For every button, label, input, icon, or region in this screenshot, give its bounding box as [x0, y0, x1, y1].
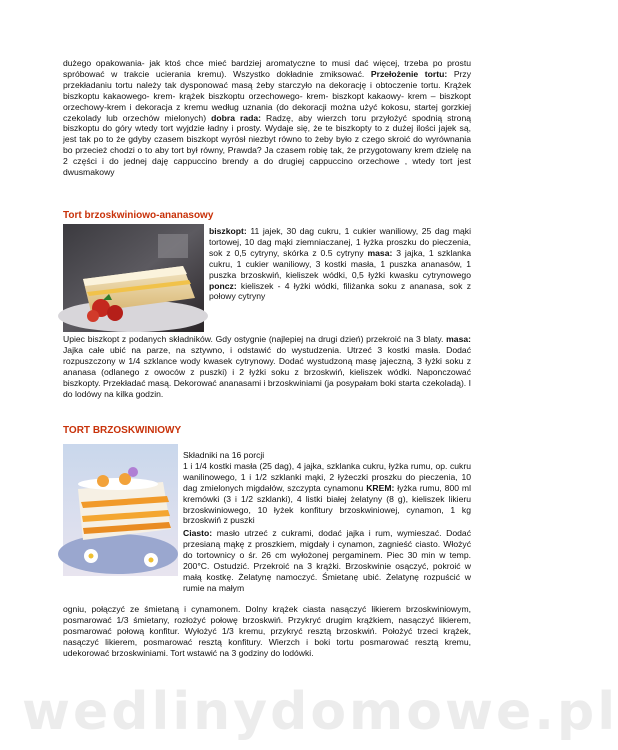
recipe2-method: ogniu, połączyć ze śmietaną i cynamonem. Dolny krążek ciasta nasączyć likierem brzoskwiniowym, posmarować 1/3 śmietany, rozłożyć połowę brzoskwiń. Przykryć drugim krążkiem, nasączyć likierem, posmarować połową konfitur. Wyłożyć 1/3 kremu, przykryć resztą brzoskwiń. Położyć trzeci krążek, nasączyć likierem, posmarować resztą konfitury. Wierzch i boki tortu posmarować resztą kremu, udekorować brzoskwiniami. Tort wstawić na 3 godziny do lodówki.	[63, 604, 471, 658]
recipe2-bold-krem: KREM:	[366, 482, 395, 493]
intro-text-3: Radzę, aby wierzch toru przyłożyć spodnią stroną biszkoptu do góry wtedy tort wyjdzie ładny i prosty. Wydaje się, że te biszkopty to z dużej ilości jajek są, jest tak po to że gdyby czasem biszkopt wyrósł niezbyt równo to żeby było z czego skroić do wyrównania bo przecież chodzi o to aby tort był równy, Prawda? Ja czasem robię tak, że przygotowany krem dzielę na 2 części i do jednej daję cappuccino brendy a do drugiej cappuccino orzechowe , wtedy tort jest dwusmakowy	[63, 112, 471, 178]
intro-paragraph	[63, 58, 471, 178]
recipe2-text-1: 1 i 1/4 kostki masła (25 dag), 4 jajka, szklanka cukru, łyżka rumu, op. cukru wanilinowego, 1 i 1/2 szklanki mąki, 2 łyżeczki proszku do pieczenia, 10 dag zmielonych migdałów, szczypta cynamonu	[183, 460, 471, 493]
recipe2-text-3: masło utrzeć z cukrami, dodać jajka i rum, wymieszać. Dodać przesianą mąkę z proszkiem, migdały i cynamon, zagnieść ciasto. Włożyć do tortownicy o śr. 26 cm wyłożonej pergaminem. Piec 30 min w temp. 200°C. Ostudzić. Przekroić na 3 krążki. Brzoskwinie osączyć, pokroić w małą kostkę. Żelatynę namoczyć. Śmietanę ubić. Żelatynę rozpuścić w rumie na małym	[183, 528, 471, 593]
intro-bold-przelozenie: Przełożenie tortu:	[370, 68, 448, 79]
recipe1-method	[63, 334, 471, 399]
recipe2-title: TORT BRZOSKWINIOWY	[63, 425, 182, 436]
recipe1-method-1: Upiec biszkopt z podanych składników. Gdy ostygnie (najlepiej na drugi dzień) przekroić na 3 blaty.	[63, 334, 447, 344]
recipe2-bold-ciasto: Ciasto:	[183, 528, 213, 538]
recipe2-text-2: łyżka rumu, 800 ml kremówki (3 i 1/2 szklanki), 4 listki białej żelatyny (8 g), kieliszek likieru brzoskwiniowego, 10 łyżek konfitury brzoskwiniowej, cynamon, 1 kg brzoskwiń z puszki	[183, 482, 471, 526]
intro-text-1: dużego opakowania- jak ktoś chce mieć bardziej aromatyczne to musi dać więcej, trzeba po prostu spróbować w trakcie ucierania kremu). Wszystko dokładnie zmiksować.	[63, 58, 471, 79]
recipe2-servings: Składniki na 16 porcji	[183, 450, 265, 460]
recipe1-bold-poncz: poncz:	[209, 280, 237, 291]
intro-bold-dobra-rada: dobra rada:	[211, 112, 262, 123]
cake-photo-1	[63, 224, 204, 332]
recipe1-method-2: Jajka całe ubić na parze, na sztywno, i odstawić do wystudzenia. Utrzeć 3 kostki masła. Dodać rozpuszczony w 1/4 szklance wody kwasek cytrynowy. Dodać wystudzoną masę jajeczną, 3 łyżki soku z ananasa (odlanego z owoców z puszki) i 2 łyżki soku z brzoskwiń, kieliszek wódki. Naponczować biszkopty. Przekładać masą. Dekorować ananasami i brzoskwiniami (ja posypałam boki starta czekoladą). I do lodówy na kilka godzin.	[63, 344, 471, 399]
recipe1-ingredients	[209, 226, 471, 302]
recipe2-ingredients	[183, 450, 471, 526]
recipe1-bold-masa-2: masa:	[446, 334, 471, 344]
recipe2-ciasto	[183, 528, 471, 593]
recipe1-title: Tort brzoskwiniowo-ananasowy	[63, 210, 214, 221]
recipe1-bold-biszkopt: biszkopt:	[209, 226, 247, 236]
recipe1-text-1: 11 jajek, 30 dag cukru, 1 cukier waniliowy, 25 dag mąki tortowej, 10 dag mąki ziemniaczanej, 1 łyżka proszku do pieczenia, sok z 0,5 cytryny, skórka z 0.5 cytryny	[209, 226, 471, 258]
recipe1-text-2: 3 jajka, 1 szklanka cukru, 1 cukier waniliowy, 3 kostki masła, 1 puszka ananasów, 1 puszka brzoskwiń, kieliszek wódki, 0,5 łyżki kwasku cytrynowego	[209, 247, 471, 280]
recipe1-bold-masa: masa:	[367, 247, 393, 258]
cake-photo-2	[63, 444, 178, 576]
intro-text-2: Przy przekładaniu tortu należy tak dysponować masą żeby starczyło na dekorację i obtoczenie tortu. Krążek biszkoptu kakaowego- krem- krążek biszkoptu orzechowego- krem- biszkopt kakaowy- krem – biszkopt orzechowy-krem i dekoracja z kremu według uznania (do dekoracji można użyć kokosu, startej gorzkiej czekolady lub orzechów mielonych)	[63, 68, 472, 123]
site-watermark: wedlinydomowe.pl	[22, 682, 618, 742]
recipe1-text-3: kieliszek - 4 łyżki wódki, filiżanka soku z ananasa, sok z połowy cytryny	[209, 280, 471, 302]
